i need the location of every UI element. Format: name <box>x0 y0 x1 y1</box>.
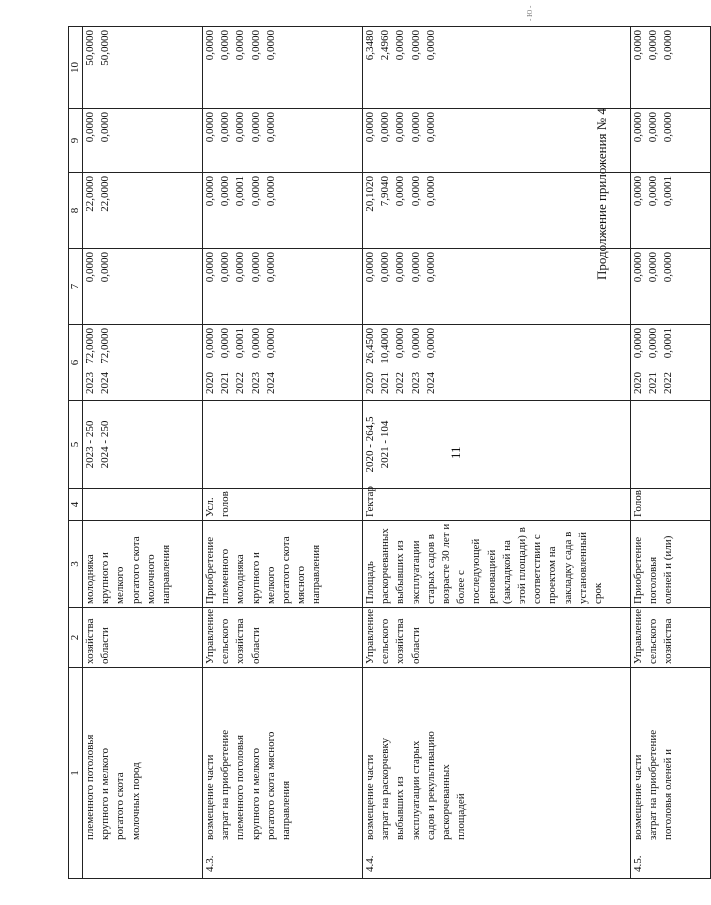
measure-text-line: затрат на раскорчевку <box>379 737 392 840</box>
cell-period <box>631 401 711 489</box>
header-cell: 10 <box>69 27 83 109</box>
value-c9: 0,0000 <box>249 112 262 143</box>
value-col6: 0,0000 <box>204 328 216 359</box>
value-c8: 0,0000 <box>394 176 407 207</box>
value-c8: 0,0000 <box>264 176 277 207</box>
cell-executor-line: Управление <box>364 608 376 664</box>
page-number: 11 <box>448 446 463 459</box>
cell-indicator-line: Приобретение <box>632 536 644 604</box>
value-col6: 0,0000 <box>219 328 232 359</box>
cell-c9 <box>631 109 711 173</box>
table-row <box>363 27 631 879</box>
measure-text-line: выбывших из <box>394 776 407 840</box>
value-col6: 0,0000 <box>632 328 644 359</box>
cell-indicator-line: рогатого скота <box>280 536 293 604</box>
cell-executor <box>83 608 203 668</box>
cell-c8 <box>631 173 711 249</box>
cell-c8 <box>363 173 631 249</box>
table-row <box>631 27 711 879</box>
row-number: 4.4. <box>364 855 376 872</box>
cell-indicator-line: мелкого <box>114 566 127 604</box>
value-col6: 72,0000 <box>84 328 96 364</box>
cell-indicator-line: мелкого <box>264 566 277 604</box>
cell-c7 <box>363 249 631 325</box>
value-c8: 7,9040 <box>379 176 392 207</box>
header-cell: 4 <box>69 489 83 521</box>
measure-text-line: эксплуатации старых <box>409 740 422 840</box>
cell-unit <box>363 486 631 521</box>
cell-period-line: 2024 - 250 <box>99 420 112 469</box>
value-c7: 0,0000 <box>264 252 277 283</box>
cell-measure <box>83 668 203 879</box>
value-c7: 0,0000 <box>204 252 216 283</box>
cell-c8 <box>203 173 363 249</box>
cell-executor-line: области <box>249 627 262 664</box>
cell-indicator-line: эксплуатации <box>409 540 422 604</box>
value-c8: 0,0000 <box>647 176 660 207</box>
header-cell: 8 <box>69 173 83 249</box>
measure-text-line: возмещение части <box>204 754 216 840</box>
year-label: 2021 <box>219 372 232 394</box>
value-c8: 20,1020 <box>364 176 376 212</box>
cell-executor <box>363 608 631 668</box>
cell-col6 <box>203 325 363 401</box>
measure-text-line: поголовья оленей и <box>662 748 675 840</box>
value-c9: 0,0000 <box>364 112 376 143</box>
value-c9: 0,0000 <box>264 112 277 143</box>
cell-c10 <box>203 27 363 109</box>
measure-text-line: возмещение части <box>632 754 644 840</box>
cell-indicator-line: раскорчеванных <box>379 528 392 604</box>
value-col6: 0,0001 <box>234 328 247 359</box>
cell-c9 <box>363 109 631 173</box>
cell-indicator-line: крупного и <box>249 552 262 604</box>
value-c9: 0,0000 <box>632 112 644 143</box>
cell-period <box>203 401 363 489</box>
value-c7: 0,0000 <box>647 252 660 283</box>
header-row <box>69 27 83 879</box>
value-col6: 0,0000 <box>394 328 407 359</box>
cell-indicator-line: этой площади) в <box>516 527 529 604</box>
cell-indicator <box>363 521 631 608</box>
value-c8: 0,0000 <box>249 176 262 207</box>
measure-text-line: затрат на приобретение <box>219 729 232 840</box>
year-label: 2024 <box>264 372 277 394</box>
value-c7: 0,0000 <box>379 252 392 283</box>
cell-period-line: 2023 - 250 <box>84 420 96 469</box>
cell-indicator-line: возрасте 30 лет и <box>440 523 453 604</box>
header-cell: 5 <box>69 401 83 489</box>
cell-indicator-line: более с <box>455 570 468 604</box>
cell-period <box>363 401 631 489</box>
unit-text: Голов <box>632 490 644 517</box>
cell-executor-line: хозяйства <box>84 618 96 664</box>
cell-executor-line: области <box>409 627 422 664</box>
year-label: 2022 <box>394 372 407 394</box>
measure-text-line: племенного потоловья <box>84 734 96 840</box>
cell-executor-line: хозяйства <box>394 618 407 664</box>
value-c10: 0,0000 <box>204 30 216 61</box>
value-c10: 0,0000 <box>632 30 644 61</box>
table-row <box>203 27 363 879</box>
year-label: 2021 <box>647 372 660 394</box>
measure-text-line: рогатого скота мясного <box>264 731 277 840</box>
value-c10: 50,0000 <box>84 30 96 66</box>
cell-period-line: 2020 - 264,5 <box>364 416 376 473</box>
year-label: 2021 <box>379 372 392 394</box>
value-c10: 0,0000 <box>234 30 247 61</box>
value-c10: 50,0000 <box>99 30 112 66</box>
value-c9: 0,0000 <box>394 112 407 143</box>
cell-indicator <box>83 521 203 608</box>
cell-unit <box>203 489 363 521</box>
cell-indicator-line: оленей и (или) <box>662 535 675 604</box>
value-c8: 0,0000 <box>424 176 437 207</box>
measure-text-line: раскорчеванных <box>440 764 453 840</box>
value-col6: 10,4000 <box>379 328 392 364</box>
value-c10: 0,0000 <box>394 30 407 61</box>
cell-executor-line: сельского <box>379 618 392 664</box>
cell-measure <box>631 668 711 879</box>
value-c9: 0,0000 <box>424 112 437 143</box>
cell-c7 <box>83 249 203 325</box>
value-c10: 6,3480 <box>364 30 376 61</box>
cell-executor-line: сельского <box>647 618 660 664</box>
value-c8: 0,0000 <box>409 176 422 207</box>
cell-executor-line: хозяйства <box>662 618 675 664</box>
year-label: 2023 <box>249 372 262 394</box>
cell-c7 <box>203 249 363 325</box>
value-c7: 0,0000 <box>424 252 437 283</box>
cell-indicator-line: поголовья <box>647 556 660 604</box>
measure-text-line: площадей <box>455 793 468 840</box>
header-cell: 9 <box>69 109 83 173</box>
year-label: 2020 <box>364 372 376 394</box>
measure-text-line: рогатого скота <box>114 772 127 840</box>
value-col6: 0,0000 <box>424 328 437 359</box>
cell-c7 <box>631 249 711 325</box>
value-c10: 2,4960 <box>379 30 392 61</box>
cell-indicator-line: направления <box>310 544 323 604</box>
cell-executor-line: сельского <box>219 618 232 664</box>
unit-text: Гектар <box>364 486 376 517</box>
header-cell: 1 <box>69 668 83 879</box>
cell-indicator-line: молодняка <box>234 554 247 604</box>
value-c10: 0,0000 <box>662 30 675 61</box>
value-c7: 0,0000 <box>394 252 407 283</box>
table-row <box>83 27 203 879</box>
year-label: 2023 <box>409 372 422 394</box>
measure-text-line: племенного поголовья <box>234 734 247 840</box>
cell-indicator-line: последующей <box>470 538 483 604</box>
cell-c9 <box>203 109 363 173</box>
cell-executor-line: Управление <box>204 608 216 664</box>
cell-col6 <box>631 325 711 401</box>
value-col6: 0,0000 <box>409 328 422 359</box>
value-c7: 0,0000 <box>99 252 112 283</box>
cell-period <box>83 401 203 489</box>
scan-mark: - Ю - <box>526 5 534 21</box>
cell-indicator-line: выбывших из <box>394 540 407 604</box>
cell-indicator <box>203 521 363 608</box>
value-c8: 22,0000 <box>99 176 112 212</box>
cell-unit <box>631 489 711 521</box>
value-col6: 26,4500 <box>364 328 376 364</box>
value-c8: 0,0001 <box>234 176 247 207</box>
cell-indicator-line: срок <box>592 582 605 604</box>
appendix-table <box>68 26 711 879</box>
year-label: 2024 <box>99 372 112 394</box>
cell-indicator-line: (закладкой на <box>500 540 513 604</box>
header-cell: 7 <box>69 249 83 325</box>
year-label: 2022 <box>662 372 675 394</box>
value-col6: 72,0000 <box>99 328 112 364</box>
value-c10: 0,0000 <box>264 30 277 61</box>
cell-executor-line: хозяйства <box>234 618 247 664</box>
cell-indicator-line: направления <box>160 544 173 604</box>
cell-indicator-line: крупного и <box>99 552 112 604</box>
year-label: 2022 <box>234 372 247 394</box>
table-body <box>83 27 711 879</box>
cell-indicator-line: племенного <box>219 548 232 604</box>
cell-executor <box>631 608 711 668</box>
value-col6: 0,0001 <box>662 328 675 359</box>
unit-text: Усл. голов <box>204 491 232 517</box>
value-c9: 0,0000 <box>99 112 112 143</box>
cell-indicator-line: мясного <box>295 565 308 604</box>
cell-executor-line: области <box>99 627 112 664</box>
cell-executor-line: Управление <box>632 608 644 664</box>
value-c10: 0,0000 <box>219 30 232 61</box>
value-col6: 0,0000 <box>647 328 660 359</box>
value-c9: 0,0000 <box>379 112 392 143</box>
value-c7: 0,0000 <box>632 252 644 283</box>
cell-indicator-line: реновацией <box>485 549 498 604</box>
cell-col6 <box>363 325 631 401</box>
value-c8: 0,0000 <box>204 176 216 207</box>
value-c7: 0,0000 <box>409 252 422 283</box>
continuation-title: Продолжение приложения № 4 <box>594 108 609 280</box>
value-c9: 0,0000 <box>219 112 232 143</box>
value-c8: 0,0001 <box>662 176 675 207</box>
year-label: 2023 <box>84 372 96 394</box>
value-c7: 0,0000 <box>249 252 262 283</box>
value-c8: 0,0000 <box>219 176 232 207</box>
header-cell: 2 <box>69 608 83 668</box>
value-col6: 0,0000 <box>249 328 262 359</box>
row-number: 4.3. <box>204 855 216 872</box>
value-c7: 0,0000 <box>364 252 376 283</box>
measure-text-line: направления <box>280 780 293 840</box>
cell-unit <box>83 489 203 521</box>
value-c7: 0,0000 <box>219 252 232 283</box>
cell-indicator-line: проектом на <box>546 546 559 604</box>
cell-indicator-line: молодняка <box>84 554 96 604</box>
measure-text-line: садов и рекультивацию <box>424 731 437 840</box>
cell-indicator-line: молочного <box>144 554 157 604</box>
cell-indicator-line: рогатого скота <box>129 536 142 604</box>
cell-c10 <box>83 27 203 109</box>
cell-c10 <box>363 27 631 109</box>
cell-measure <box>203 668 363 879</box>
cell-indicator-line: установленный <box>576 531 589 604</box>
value-col6: 0,0000 <box>264 328 277 359</box>
value-c9: 0,0000 <box>409 112 422 143</box>
measure-text-line: крупного и мелкого <box>99 748 112 840</box>
row-number: 4.5. <box>632 855 644 872</box>
cell-indicator-line: старых садов в <box>424 534 437 604</box>
year-label: 2024 <box>424 372 437 394</box>
cell-c10 <box>631 27 711 109</box>
year-label: 2020 <box>632 372 644 394</box>
cell-indicator-line: Площадь <box>364 561 376 604</box>
value-c9: 0,0000 <box>204 112 216 143</box>
value-c10: 0,0000 <box>647 30 660 61</box>
value-c9: 0,0000 <box>647 112 660 143</box>
value-c8: 22,0000 <box>84 176 96 212</box>
value-c9: 0,0000 <box>662 112 675 143</box>
value-c7: 0,0000 <box>662 252 675 283</box>
year-label: 2020 <box>204 372 216 394</box>
measure-text-line: возмещение части <box>364 754 376 840</box>
measure-text-line: крупного и мелкого <box>249 748 262 840</box>
value-c9: 0,0000 <box>84 112 96 143</box>
value-c9: 0,0000 <box>234 112 247 143</box>
value-c10: 0,0000 <box>249 30 262 61</box>
measure-text-line: молочных пород <box>129 762 142 840</box>
cell-indicator <box>631 521 711 608</box>
cell-period-line: 2021 - 104 <box>379 420 392 469</box>
cell-indicator-line: Приобретение <box>204 536 216 604</box>
header-cell: 3 <box>69 521 83 608</box>
cell-c8 <box>83 173 203 249</box>
cell-executor <box>203 608 363 668</box>
value-c7: 0,0000 <box>84 252 96 283</box>
value-c10: 0,0000 <box>409 30 422 61</box>
value-c8: 0,0000 <box>632 176 644 207</box>
header-cell: 6 <box>69 325 83 401</box>
cell-measure <box>363 668 631 879</box>
measure-text-line: затрат на приобретение <box>647 729 660 840</box>
cell-c9 <box>83 109 203 173</box>
value-c10: 0,0000 <box>424 30 437 61</box>
value-c7: 0,0000 <box>234 252 247 283</box>
cell-indicator-line: соответствии с <box>531 534 544 604</box>
cell-indicator-line: закладку сада в <box>561 531 574 604</box>
cell-col6 <box>83 325 203 401</box>
